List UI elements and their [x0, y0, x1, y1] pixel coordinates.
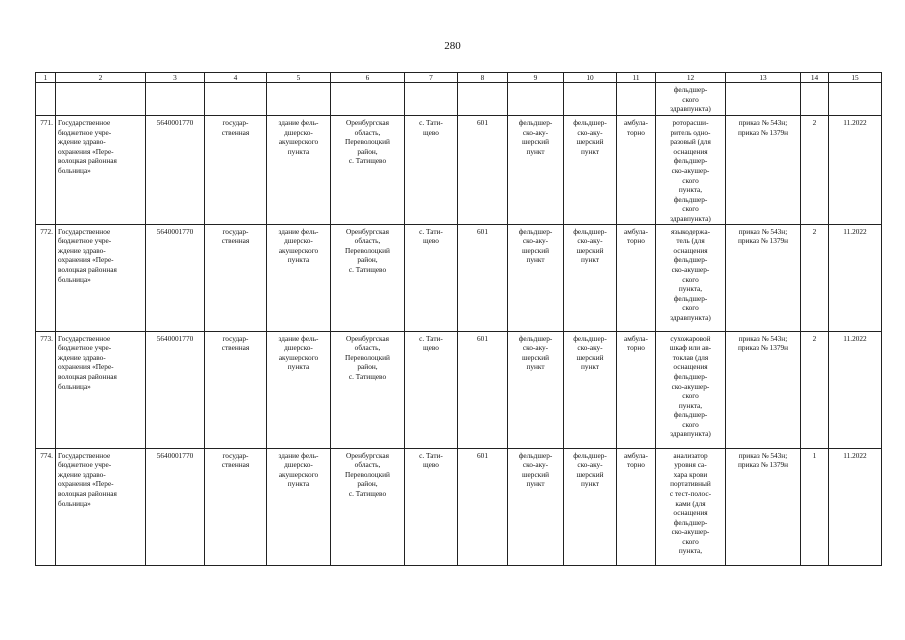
address-cell: Оренбургская область, Переволоцкий район, с. Татищево	[331, 224, 405, 331]
settlement-cell: с. Тати- щево	[405, 224, 458, 331]
building-cell: здание фель- дшерско- акушерского пункта	[267, 116, 331, 225]
order-cell: приказ № 543н; приказ № 1379н	[726, 448, 801, 565]
care-cell: амбула- торно	[617, 224, 656, 331]
col-header: 3	[146, 73, 205, 83]
type-cell: фельдшер- ско-аку- шерский пункт	[508, 331, 564, 448]
care-cell: амбула- торно	[617, 331, 656, 448]
col-header: 5	[267, 73, 331, 83]
quantity-cell: 2	[801, 224, 829, 331]
table-row	[36, 224, 882, 331]
type-cell: фельдшер- ско-аку- шерский пункт	[508, 448, 564, 565]
order-cell: приказ № 543н; приказ № 1379н	[726, 116, 801, 225]
page-number: 280	[444, 40, 461, 52]
row-number: 773.	[36, 331, 56, 448]
equipment-cell: сухожаровой шкаф или ав- токлав (для оснащения фельдшер- ско-акушер- ского пункта, фельдшер- ского здравпункта)	[656, 331, 726, 448]
quantity-cell: 2	[801, 116, 829, 225]
order-cell: приказ № 543н; приказ № 1379н	[726, 224, 801, 331]
population-cell: 601	[458, 224, 508, 331]
date-cell: 11.2022	[829, 331, 882, 448]
building-cell: здание фель- дшерско- акушерского пункта	[267, 448, 331, 565]
equipment-cell: анализатор уровня са- хара крови портативный с тест-полос- ками (для оснащения фельдшер- ско-акушер- ского пункта,	[656, 448, 726, 565]
column-number-row	[36, 73, 882, 83]
address-cell: Оренбургская область, Переволоцкий район, с. Татищево	[331, 448, 405, 565]
building-cell: здание фель- дшерско- акушерского пункта	[267, 331, 331, 448]
col-header: 8	[458, 73, 508, 83]
care-cell: амбула- торно	[617, 116, 656, 225]
equipment-cell: фельдшер- ского здравпункта)	[656, 83, 726, 116]
ownership-cell: государ- ственная	[205, 116, 267, 225]
type-cell: фельдшер- ско-аку- шерский пункт	[508, 224, 564, 331]
care-cell: амбула- торно	[617, 448, 656, 565]
continuation-row	[36, 83, 882, 116]
ownership-cell: государ- ственная	[205, 448, 267, 565]
organization-cell: Государственное бюджетное учре- ждение здраво- охранения «Пере- волоцкая районная больница»	[56, 116, 146, 225]
order-cell: приказ № 543н; приказ № 1379н	[726, 331, 801, 448]
col-header: 7	[405, 73, 458, 83]
col-header: 6	[331, 73, 405, 83]
col-header: 14	[801, 73, 829, 83]
settlement-cell: с. Тати- щево	[405, 331, 458, 448]
date-cell: 11.2022	[829, 448, 882, 565]
ownership-cell: государ- ственная	[205, 224, 267, 331]
date-cell: 11.2022	[829, 116, 882, 225]
table-row	[36, 116, 882, 225]
col-header: 1	[36, 73, 56, 83]
subtype-cell: фельдшер- ско-аку- шерский пункт	[564, 116, 617, 225]
population-cell: 601	[458, 331, 508, 448]
settlement-cell: с. Тати- щево	[405, 448, 458, 565]
subtype-cell: фельдшер- ско-аку- шерский пункт	[564, 331, 617, 448]
col-header: 13	[726, 73, 801, 83]
inn-cell: 5640001770	[146, 331, 205, 448]
table-row	[36, 448, 882, 565]
quantity-cell: 1	[801, 448, 829, 565]
settlement-cell: с. Тати- щево	[405, 116, 458, 225]
quantity-cell: 2	[801, 331, 829, 448]
registry-table	[35, 72, 882, 566]
organization-cell: Государственное бюджетное учре- ждение здраво- охранения «Пере- волоцкая районная больница»	[56, 331, 146, 448]
equipment-cell: языкодержа- тель (для оснащения фельдшер- ско-акушер- ского пункта, фельдшер- ского здравпункта)	[656, 224, 726, 331]
col-header: 9	[508, 73, 564, 83]
organization-cell: Государственное бюджетное учре- ждение здраво- охранения «Пере- волоцкая районная больница»	[56, 224, 146, 331]
row-number: 772.	[36, 224, 56, 331]
table-row	[36, 331, 882, 448]
ownership-cell: государ- ственная	[205, 331, 267, 448]
subtype-cell: фельдшер- ско-аку- шерский пункт	[564, 448, 617, 565]
address-cell: Оренбургская область, Переволоцкий район, с. Татищево	[331, 331, 405, 448]
type-cell: фельдшер- ско-аку- шерский пункт	[508, 116, 564, 225]
inn-cell: 5640001770	[146, 448, 205, 565]
col-header: 2	[56, 73, 146, 83]
building-cell: здание фель- дшерско- акушерского пункта	[267, 224, 331, 331]
row-number: 774.	[36, 448, 56, 565]
row-number: 771.	[36, 116, 56, 225]
equipment-cell: ротоpасши- ритель одно- разовый (для оснащения фельдшер- ско-акушер- ского пункта, фельдшер- ского здравпункта)	[656, 116, 726, 225]
subtype-cell: фельдшер- ско-аку- шерский пункт	[564, 224, 617, 331]
col-header: 10	[564, 73, 617, 83]
population-cell: 601	[458, 116, 508, 225]
organization-cell: Государственное бюджетное учре- ждение здраво- охранения «Пере- волоцкая районная больница»	[56, 448, 146, 565]
population-cell: 601	[458, 448, 508, 565]
inn-cell: 5640001770	[146, 224, 205, 331]
col-header: 15	[829, 73, 882, 83]
inn-cell: 5640001770	[146, 116, 205, 225]
col-header: 4	[205, 73, 267, 83]
address-cell: Оренбургская область, Переволоцкий район, с. Татищево	[331, 116, 405, 225]
col-header: 11	[617, 73, 656, 83]
col-header: 12	[656, 73, 726, 83]
date-cell: 11.2022	[829, 224, 882, 331]
